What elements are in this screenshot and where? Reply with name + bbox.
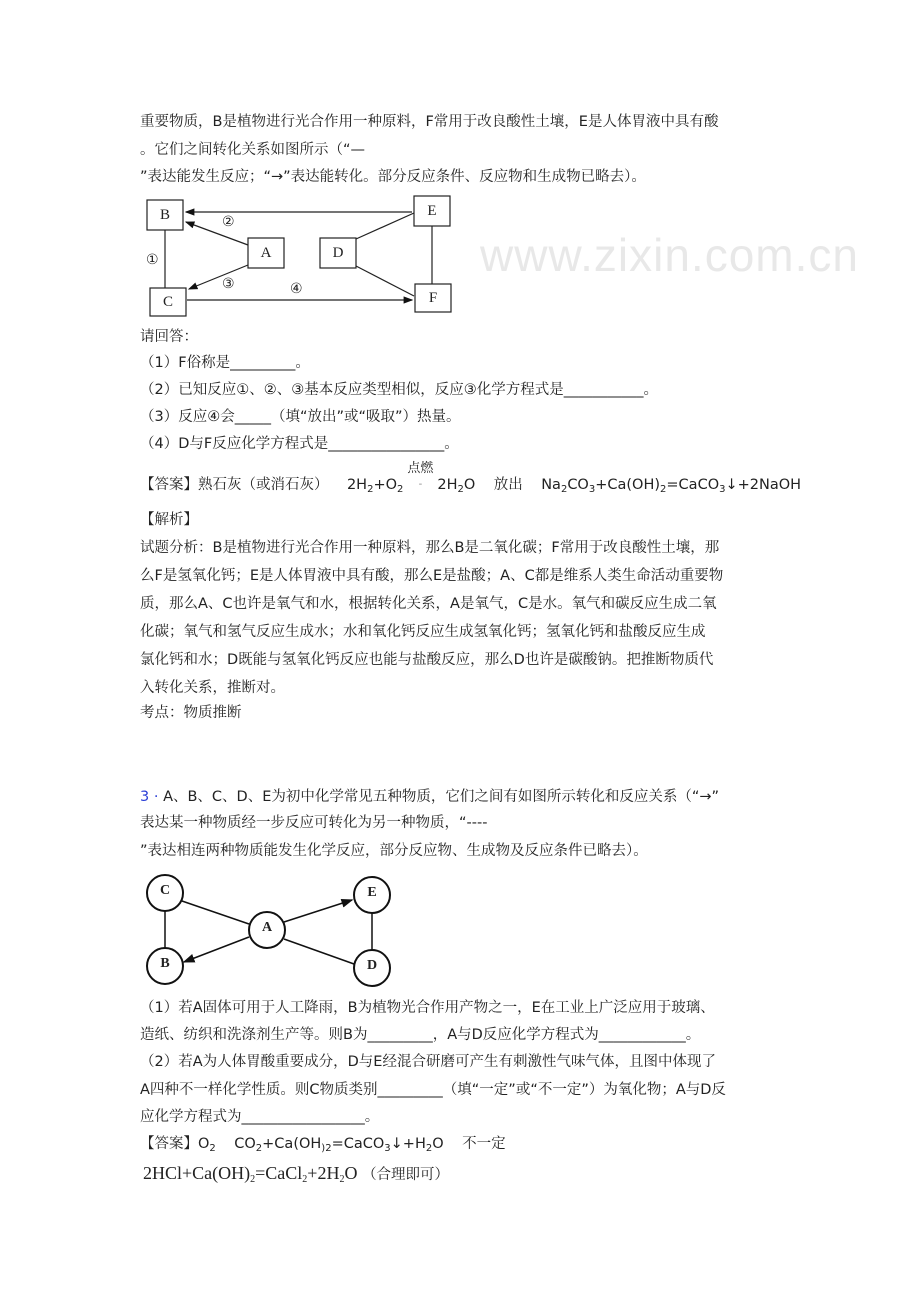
q3-diagram — [0, 860, 420, 1000]
analysis-line: 质，那么A、C也许是氧气和水，根据转化关系，A是氧气，C是水。氧气和碳反应生成二氧 — [140, 596, 717, 612]
watermark: www.zixin.com.cn — [480, 229, 859, 281]
edge-label-2: ② — [222, 214, 235, 230]
node-a-label: A — [260, 245, 272, 261]
q2-intro-1: 重要物质，B是植物进行光合作用一种原料，F常用于改良酸性土壤，E是人体胃液中具有酸 — [140, 114, 719, 130]
edge-label-1: ① — [146, 252, 159, 268]
line-d-e — [356, 213, 414, 239]
answer-note: （合理即可） — [362, 1167, 450, 1183]
q3-intro-3: ”表达相连两种物质能发生化学反应，部分反应物、生成物及反应条件已略去）。 — [140, 843, 648, 859]
q2-intro-3: ”表达能发生反应；“→”表达能转化。部分反应条件、反应物和生成物已略去）。 — [140, 169, 646, 185]
analysis-line: 么F是氢氧化钙；E是人体胃液中具有酸，那么E是盐酸；A、C都是维系人类生命活动重要物 — [140, 568, 724, 584]
arrow-a-e — [284, 900, 352, 922]
equation: $2HCl+Ca(OH)_2=CaCl_2+2H_2O$ — [143, 1163, 358, 1185]
question-number: 3 — [140, 789, 150, 805]
arrow-a-b — [186, 222, 248, 245]
edge-label-3: ③ — [222, 276, 235, 292]
node-b-label: B — [160, 956, 170, 971]
node-e-label: E — [367, 885, 377, 900]
node-d-label: D — [366, 958, 378, 973]
q3-question-line: A四种不一样化学性质。则C物质类别_________（填“一定”或“不一定”）为氧化物；A与D反 — [140, 1082, 726, 1098]
q2-question-4: （4）D与F反应化学方程式是________________。 — [140, 436, 459, 452]
answer-3: 放出 — [493, 477, 523, 493]
q3-intro-2: 表达某一种物质经一步反应可转化为另一种物质，“---- — [140, 815, 488, 831]
edge-label-4: ④ — [290, 281, 303, 297]
kaodian: 考点：物质推断 — [140, 705, 242, 721]
q2-answer — [140, 461, 802, 495]
q3-answer — [140, 1134, 506, 1154]
answer-2: $CO_2+Ca(OH_{)2}=CaCO_3↓+H_2O$ — [234, 1136, 444, 1154]
q3-question-line: （1）若A固体可用于人工降雨，B为植物光合作用产物之一，E在工业上广泛应用于玻璃、 — [140, 1000, 715, 1016]
q3-question-line: （2）若A为人体胃酸重要成分，D与E经混合研磨可产生有刺激性气味气体，且图中体现了 — [140, 1054, 716, 1070]
node-c-label: C — [162, 294, 173, 310]
q3-intro-1: 3 · A、B、C、D、E为初中化学常见五种物质，它们之间有如图所示转化和反应关系（“→” — [140, 789, 720, 805]
line-a-d — [284, 939, 354, 964]
analysis-line: 化碳；氧气和氢气反应生成水；水和氧化钙反应生成氢氧化钙；氢氧化钙和盐酸反应生成 — [140, 624, 706, 640]
line-d-f — [356, 266, 414, 296]
analysis-line: 氯化钙和水；D既能与氢氧化钙反应也能与盐酸反应，那么D也许是碳酸钠。把推断物质代 — [140, 652, 714, 668]
node-d-label: D — [332, 245, 344, 261]
answer-1: 熟石灰（或消石灰） — [198, 477, 329, 493]
q2-prompt: 请回答： — [140, 329, 198, 345]
answer-label: 【答案】 — [140, 1136, 198, 1152]
condition-ignite: 点燃 - — [407, 461, 434, 490]
answer-3: 不一定 — [462, 1136, 506, 1152]
line-c-a — [182, 901, 249, 924]
q3-question-line: 应化学方程式为_________________。 — [140, 1109, 380, 1125]
node-f-label: F — [428, 290, 438, 306]
arrow-a-b — [184, 937, 249, 962]
q3-question-line: 造纸、纺织和洗涤剂生产等。则B为_________，A与D反应化学方程式为____________。 — [140, 1027, 701, 1043]
analysis-line: 入转化关系，推断对。 — [140, 680, 285, 696]
node-e-label: E — [427, 203, 437, 219]
answer-4: $Na_2CO_3+Ca(OH)_2=CaCO_3↓+2NaOH$ — [541, 477, 802, 495]
answer-2: $2H_2+O_2$ 点燃 - $2H_2O$ — [346, 461, 476, 495]
q2-intro-2: 。它们之间转化关系如图所示（“— — [140, 142, 366, 158]
arrow-a-c — [189, 265, 248, 289]
analysis-line: 试题分析：B是植物进行光合作用一种原料，那么B是二氧化碳；F常用于改良酸性土壤，那 — [140, 540, 720, 556]
node-a-label: A — [261, 920, 273, 935]
q2-question-1: （1）F俗称是_________。 — [140, 355, 310, 371]
node-b-label: B — [159, 207, 170, 223]
answer-label: 【答案】 — [140, 477, 198, 493]
node-c-label: C — [159, 883, 171, 898]
answer-1: $O_2$ — [198, 1136, 216, 1154]
q2-question-3: （3）反应④会_____（填“放出”或“吸取”）热量。 — [140, 409, 461, 425]
q3-answer-4 — [143, 1163, 449, 1185]
q2-question-2: （2）已知反应①、②、③基本反应类型相似，反应③化学方程式是___________。 — [140, 382, 658, 398]
analysis-label: 【解析】 — [140, 512, 198, 528]
